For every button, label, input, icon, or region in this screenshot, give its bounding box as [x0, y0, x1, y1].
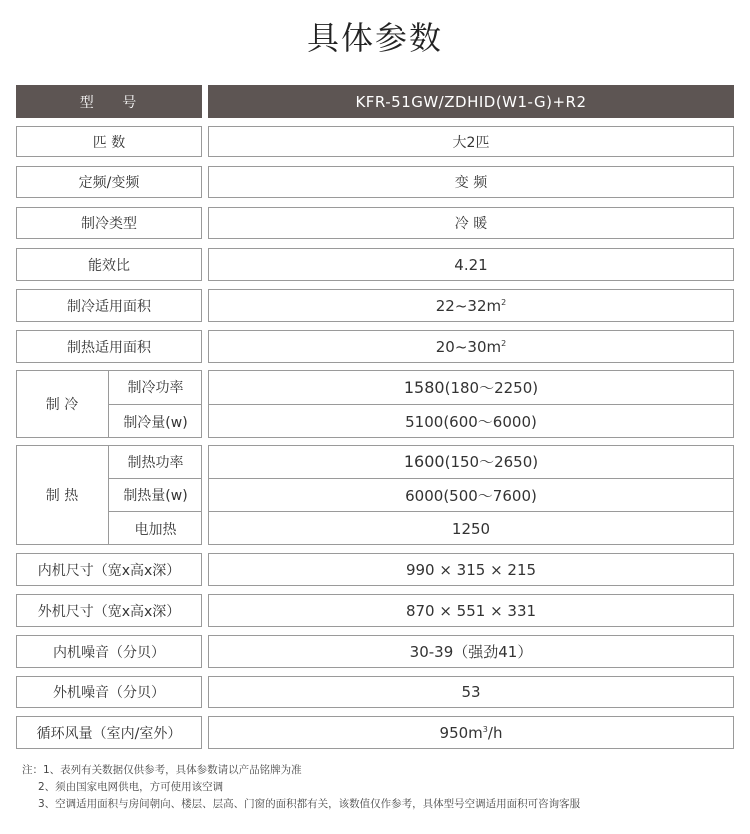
model-number: KFR-51GW/ZDHID(W1-G)+R2: [355, 92, 587, 111]
electric-heating-label: 电加热: [134, 521, 177, 538]
row-value-airflow: [440, 724, 503, 742]
cooling-area-unit-sup: 2: [501, 297, 507, 307]
row-value-indoor-size: 990 × 315 × 215: [405, 560, 537, 579]
row-label-cooling-area: 制冷适用面积: [67, 298, 151, 315]
cooling-group-label: 制 冷: [45, 397, 79, 413]
row-label-outdoor-size: 外机尺寸（宽x高x深）: [37, 603, 181, 620]
row-value-cell: [208, 126, 734, 157]
heating-group-label: 制 热: [45, 488, 79, 504]
row-label-heating-area: 制热适用面积: [67, 339, 151, 356]
footnote-1: 注：1、表列有关数据仅供参考，具体参数请以产品铭牌为准: [22, 764, 302, 776]
cooling-capacity-range: (600～6000): [443, 413, 537, 431]
row-value-heating-area: [436, 338, 506, 356]
row-value-cell: [208, 716, 734, 749]
row-value-cell: [208, 207, 734, 239]
row-value-cooling-area: [436, 297, 506, 315]
row-value-cell: [208, 166, 734, 198]
row-value-indoor-noise: 30-39（强劲41）: [409, 643, 533, 661]
heating-capacity-label: 制热量(w): [123, 488, 188, 504]
row-label-cell: [16, 248, 202, 281]
airflow-unit-sup: 3: [482, 724, 488, 734]
heating-power-range: (150～2650): [444, 453, 539, 471]
row-label-cell: [16, 207, 202, 239]
cooling-power-range: (180～2250): [444, 378, 539, 397]
airflow-value: 950m: [439, 723, 483, 742]
electric-heating-main: 1250: [451, 519, 491, 538]
row-label-cell: [16, 289, 202, 322]
row-value-cell: [208, 248, 734, 281]
row-label-cell: [16, 716, 202, 749]
row-label-cell: [16, 594, 202, 627]
airflow-unit-suffix: /h: [487, 723, 503, 742]
cooling-capacity-label: 制冷量(w): [123, 414, 188, 431]
cooling-capacity-value: [405, 411, 537, 432]
row-label-cell: [16, 330, 202, 363]
page-title: 具体参数: [306, 19, 443, 57]
cooling-capacity-main: 5100: [405, 413, 444, 431]
row-label-eer: 能效比: [88, 257, 130, 274]
row-label-indoor-size: 内机尺寸（宽x高x深）: [37, 562, 181, 579]
row-value-cell: [208, 594, 734, 627]
row-value-outdoor-size: 870 × 551 × 331: [405, 601, 537, 620]
row-label-cell: [16, 676, 202, 708]
row-label-type: 制冷类型: [81, 216, 137, 232]
row-value-cell: [208, 676, 734, 708]
row-label-frequency: 定频/变频: [78, 175, 140, 191]
cooling-area-value: 22~32m: [435, 296, 502, 315]
header-value-cell: [208, 85, 734, 118]
row-value-type: 冷 暖: [454, 216, 488, 232]
cooling-power-value: [404, 377, 538, 398]
row-label-cell: [16, 166, 202, 198]
row-value-frequency: 变 频: [454, 175, 488, 191]
header-label-cell: [16, 85, 202, 118]
row-label-horsepower: 匹 数: [92, 134, 126, 151]
row-label-cell: [16, 553, 202, 586]
footnote-2: 2、须由国家电网供电，方可使用该空调: [38, 781, 224, 793]
row-value-horsepower: 大2匹: [452, 134, 490, 151]
row-value-eer: 4.21: [454, 255, 488, 274]
heating-capacity-value: [405, 485, 537, 506]
row-value-outdoor-noise: 53: [461, 683, 481, 701]
heating-power-value: [404, 451, 538, 472]
heating-power-label: 制热功率: [127, 454, 184, 471]
footnote-3: 3、空调适用面积与房间朝向、楼层、层高、门窗的面积都有关，该数值仅作参考，具体型号空调适用面积可咨询客服: [38, 798, 581, 810]
electric-heating-value: [452, 520, 490, 538]
header-label: 型 号: [79, 94, 149, 111]
cooling-power-main: 1580: [403, 377, 445, 397]
cooling-power-label: 制冷功率: [127, 380, 184, 396]
heating-power-main: 1600: [403, 452, 445, 471]
heating-area-value: 20~30m: [435, 337, 502, 356]
footnotes: [22, 762, 580, 813]
heating-capacity-main: 6000: [405, 486, 444, 505]
row-value-cell: [208, 635, 734, 668]
row-label-cell: [16, 126, 202, 157]
row-label-indoor-noise: 内机噪音（分贝）: [53, 644, 165, 661]
row-label-outdoor-noise: 外机噪音（分贝）: [53, 685, 165, 701]
heating-area-unit-sup: 2: [501, 338, 507, 348]
row-label-airflow: 循环风量（室内/室外）: [36, 725, 182, 742]
row-value-cell: [208, 553, 734, 586]
row-value-cell: [208, 289, 734, 322]
heating-capacity-range: (500～7600): [443, 486, 537, 505]
row-value-cell: [208, 330, 734, 363]
row-label-cell: [16, 635, 202, 668]
